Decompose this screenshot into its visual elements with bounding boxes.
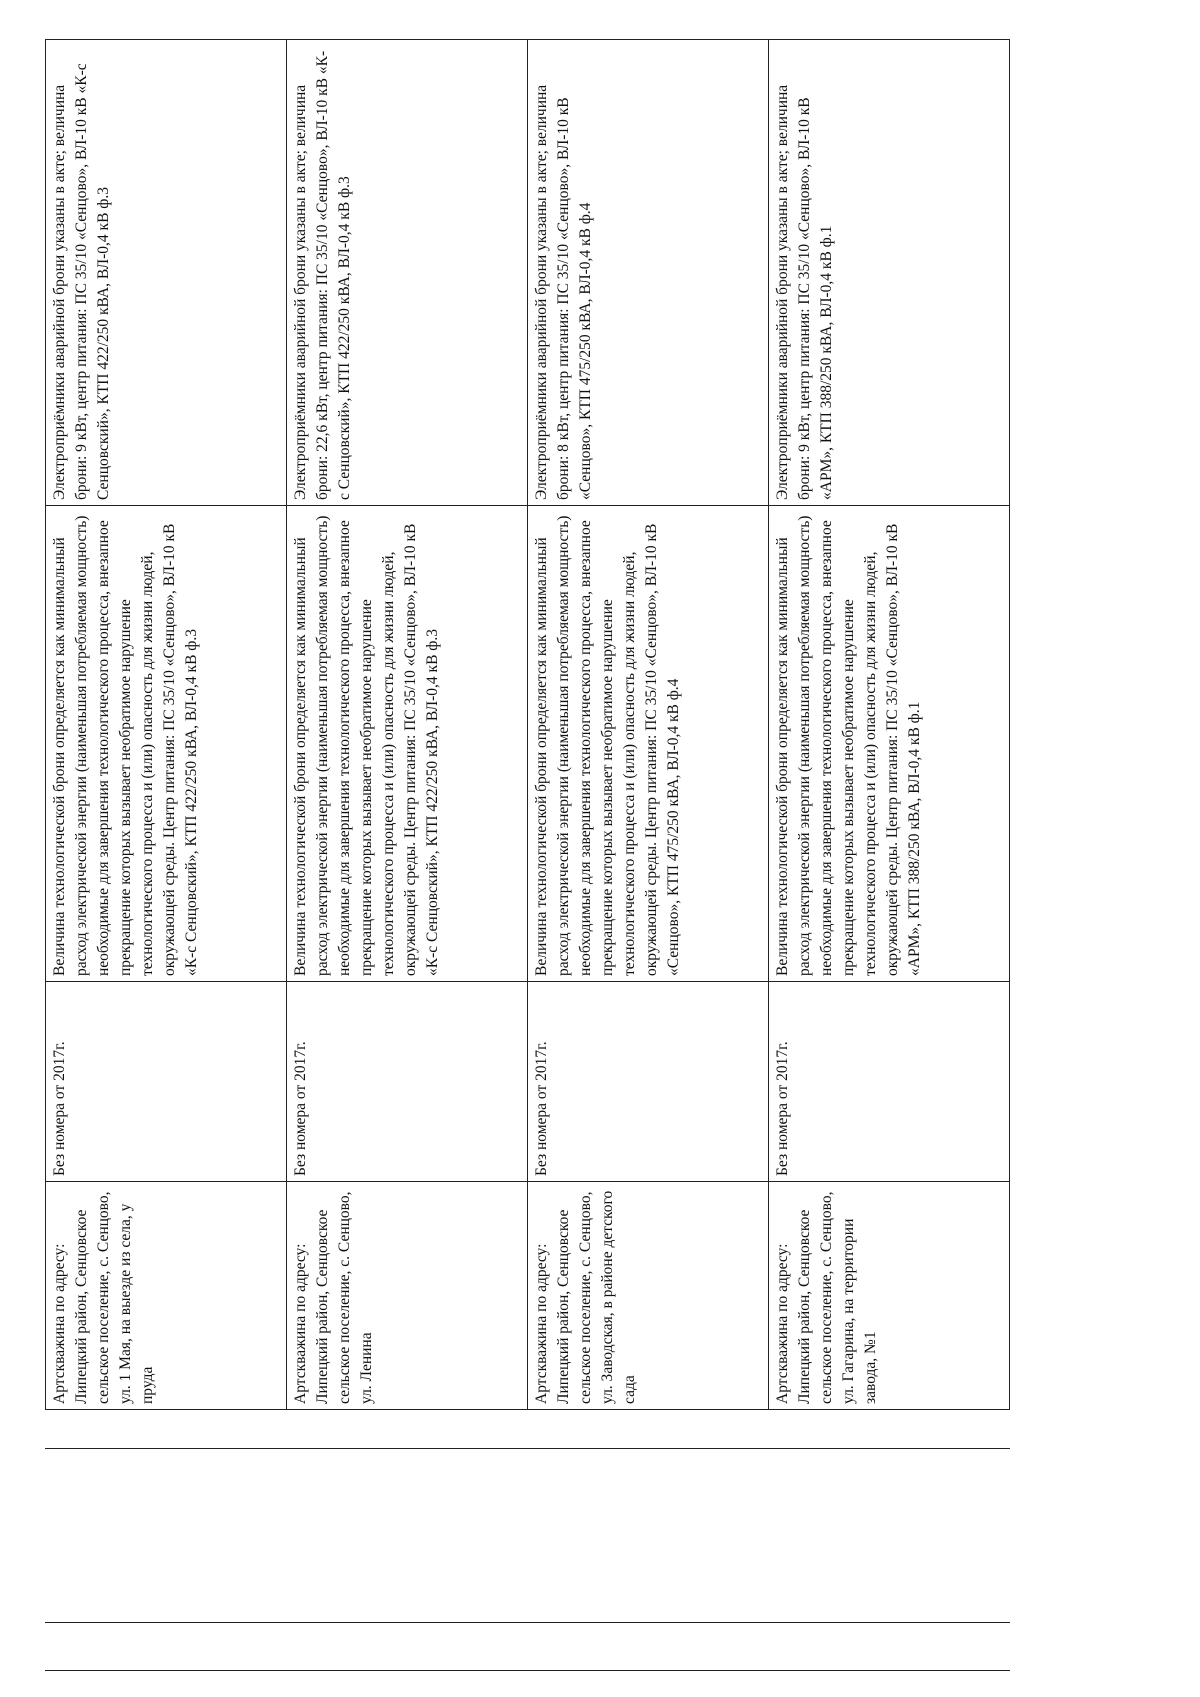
emergency-reserve-cell [287, 40, 528, 506]
tech-reserve-cell [528, 506, 769, 982]
emergency-reserve-text: Электроприёмники аварийной брони указаны в акте; величина брони: 9 кВт, центр питания: ПС 35/10 «Сенцово», ВЛ-10 кВ «АРМ», КТП 388/250 кВА, ВЛ-0,4 кВ ф.1 [774, 84, 835, 500]
page-rule-line [45, 1622, 1010, 1623]
object-address-cell [287, 1182, 528, 1410]
act-cell [528, 982, 769, 1182]
page-rule-line [45, 1448, 1010, 1449]
tech-reserve-cell [287, 506, 528, 982]
act-text: Без номера от 2017г. [292, 1041, 309, 1176]
act-text: Без номера от 2017г. [51, 1041, 68, 1176]
emergency-reserve-cell [769, 40, 1010, 506]
object-address-text: Артскважина по адресу: Липецкий район, Сенцовское сельское поселение, с. Сенцово, ул. Ленина [292, 1191, 375, 1404]
emergency-reserve-cell [528, 40, 769, 506]
rotated-table-wrapper [45, 40, 1010, 1410]
table-row [769, 40, 1010, 1410]
emergency-reserve-text: Электроприёмники аварийной брони указаны в акте; величина брони: 9 кВт, центр питания: ПС 35/10 «Сенцово», ВЛ-10 кВ «К-с Сенцовский», КТП 422/250 кВА, ВЛ-0,4 кВ ф.3 [51, 63, 112, 500]
act-cell [287, 982, 528, 1182]
object-address-cell [46, 1182, 287, 1410]
tech-reserve-cell [46, 506, 287, 982]
object-address-text: Артскважина по адресу: Липецкий район, Сенцовское сельское поселение, с. Сенцово, ул. 1 Мая, на выезде из села, у пруда [51, 1191, 156, 1404]
table-row [528, 40, 769, 1410]
object-address-cell [769, 1182, 1010, 1410]
act-cell [769, 982, 1010, 1182]
tech-reserve-text: Величина технологической брони определяется как минимальный расход электрической энергии (наименьшая потребляемая мощность) необходимые для завершения технологического процесса, внезапное прекращение которых вызывает необратимое нарушение технологического процесса и (или) опасность для жизни людей, окружающей среды. Центр питания: ПС 35/10 «Сенцово», ВЛ-10 кВ «Сенцово», КТП 475/250 кВА, ВЛ-0,4 кВ ф.4 [533, 515, 682, 976]
object-address-text: Артскважина по адресу: Липецкий район, Сенцовское сельское поселение, с. Сенцово, ул. Заводская, в районе детского сада [533, 1190, 638, 1404]
object-address-text: Артскважина по адресу: Липецкий район, Сенцовское сельское поселение, с. Сенцово, ул. Гагарина, на территории завода, №1 [774, 1191, 879, 1404]
table-row [46, 40, 287, 1410]
emergency-reserve-cell [46, 40, 287, 506]
tech-reserve-cell [769, 506, 1010, 982]
tech-reserve-text: Величина технологической брони определяется как минимальный расход электрической энергии (наименьшая потребляемая мощность) необходимые для завершения технологического процесса, внезапное прекращение которых вызывает необратимое нарушение технологического процесса и (или) опасность для жизни людей, окружающей среды. Центр питания: ПС 35/10 «Сенцово», ВЛ-10 кВ «К-с Сенцовский», КТП 422/250 кВА, ВЛ-0,4 кВ ф.3 [292, 515, 441, 976]
tech-reserve-text: Величина технологической брони определяется как минимальный расход электрической энергии (наименьшая потребляемая мощность) необходимые для завершения технологического процесса, внезапное прекращение которых вызывает необратимое нарушение технологического процесса и (или) опасность для жизни людей, окружающей среды. Центр питания: ПС 35/10 «Сенцово», ВЛ-10 кВ «АРМ», КТП 388/250 кВА, ВЛ-0,4 кВ ф.1 [774, 515, 923, 976]
emergency-reserve-text: Электроприёмники аварийной брони указаны в акте; величина брони: 22,6 кВт, центр питания: ПС 35/10 «Сенцово», ВЛ-10 кВ «К-с Сенцовский», КТП 422/250 кВА, ВЛ-0,4 кВ ф.3 [292, 50, 353, 500]
act-text: Без номера от 2017г. [533, 1041, 550, 1176]
power-reserve-table [45, 39, 1010, 1410]
emergency-reserve-text: Электроприёмники аварийной брони указаны в акте; величина брони: 8 кВт, центр питания: ПС 35/10 «Сенцово», ВЛ-10 кВ «Сенцово», КТП 475/250 кВА, ВЛ-0,4 кВ ф.4 [533, 84, 594, 500]
act-text: Без номера от 2017г. [774, 1041, 791, 1176]
table-row [287, 40, 528, 1410]
object-address-cell [528, 1182, 769, 1410]
act-cell [46, 982, 287, 1182]
page-rule-line [45, 1670, 1010, 1671]
tech-reserve-text: Величина технологической брони определяется как минимальный расход электрической энергии (наименьшая потребляемая мощность) необходимые для завершения технологического процесса, внезапное прекращение которых вызывает необратимое нарушение технологического процесса и (или) опасность для жизни людей, окружающей среды. Центр питания: ПС 35/10 «Сенцово», ВЛ-10 кВ «К-с Сенцовский», КТП 422/250 кВА, ВЛ-0,4 кВ ф.3 [51, 515, 200, 976]
